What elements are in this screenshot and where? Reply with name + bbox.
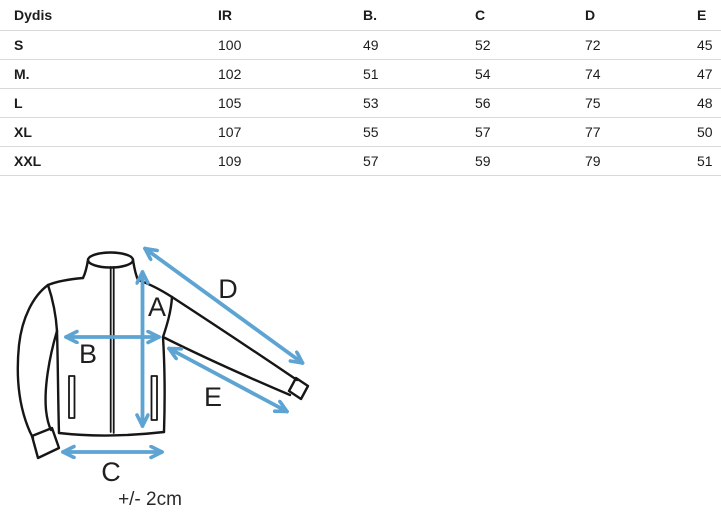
left-sleeve-outer xyxy=(18,285,48,438)
body-left-edge xyxy=(57,331,59,433)
column-header-ir: IR xyxy=(204,0,349,30)
measurement-arrows xyxy=(63,248,303,452)
size-cell: S xyxy=(0,30,204,59)
measurement-cell: 102 xyxy=(204,59,349,88)
measurement-cell: 57 xyxy=(461,117,571,146)
jacket-diagram-svg xyxy=(0,176,721,518)
left-pocket-slit xyxy=(69,376,75,418)
left-cuff xyxy=(32,428,59,458)
measurement-cell: 105 xyxy=(204,88,349,117)
jacket-measurement-diagram xyxy=(0,176,721,518)
measurement-cell: 107 xyxy=(204,117,349,146)
column-header-b: B. xyxy=(349,0,461,30)
measurement-cell: 53 xyxy=(349,88,461,117)
jacket-outline xyxy=(18,252,308,458)
right-sleeve-top xyxy=(172,297,297,380)
table-row xyxy=(0,146,721,175)
measure-arrow-d xyxy=(145,248,303,363)
measurement-cell: 52 xyxy=(461,30,571,59)
left-shoulder xyxy=(48,278,83,285)
measure-label-c: C xyxy=(101,456,121,487)
measure-label-b: B xyxy=(78,338,98,369)
measurement-cell: 47 xyxy=(683,59,721,88)
left-armhole-seam xyxy=(48,285,57,331)
measurement-cell: 51 xyxy=(683,146,721,175)
measurement-cell: 79 xyxy=(571,146,683,175)
column-header-size: Dydis xyxy=(0,0,204,30)
right-sleeve-bottom xyxy=(163,337,290,395)
measurement-cell: 54 xyxy=(461,59,571,88)
measurement-cell: 51 xyxy=(349,59,461,88)
size-table xyxy=(0,0,721,176)
measure-label-e: E xyxy=(203,381,223,412)
table-row xyxy=(0,117,721,146)
measurement-cell: 77 xyxy=(571,117,683,146)
measurement-cell: 75 xyxy=(571,88,683,117)
size-cell: M. xyxy=(0,59,204,88)
column-header-d: D xyxy=(571,0,683,30)
column-header-c: C xyxy=(461,0,571,30)
measurement-cell: 48 xyxy=(683,88,721,117)
measure-arrow-e xyxy=(169,348,287,411)
table-row xyxy=(0,30,721,59)
measurement-cell: 59 xyxy=(461,146,571,175)
table-row xyxy=(0,88,721,117)
collar-right-edge xyxy=(133,260,138,280)
collar-left-edge xyxy=(83,260,88,278)
measurement-cell: 49 xyxy=(349,30,461,59)
measurement-cell: 57 xyxy=(349,146,461,175)
measurement-cell: 74 xyxy=(571,59,683,88)
body-right-edge xyxy=(163,337,165,432)
left-sleeve-inner xyxy=(46,331,57,430)
size-cell: XXL xyxy=(0,146,204,175)
collar-opening xyxy=(88,252,133,267)
measurement-cell: 109 xyxy=(204,146,349,175)
column-header-e: E xyxy=(683,0,721,30)
measure-label-a: A xyxy=(147,291,167,322)
measurement-cell: 45 xyxy=(683,30,721,59)
table-header-row xyxy=(0,0,721,30)
right-cuff xyxy=(289,378,308,399)
table-row xyxy=(0,59,721,88)
measurement-cell: 100 xyxy=(204,30,349,59)
measure-label-d: D xyxy=(218,273,238,304)
body-hem xyxy=(59,432,164,436)
measurement-cell: 55 xyxy=(349,117,461,146)
size-cell: L xyxy=(0,88,204,117)
size-cell: XL xyxy=(0,117,204,146)
tolerance-note: +/- 2cm xyxy=(118,488,182,510)
right-pocket-slit xyxy=(152,376,158,420)
measurement-cell: 56 xyxy=(461,88,571,117)
measurement-cell: 50 xyxy=(683,117,721,146)
measurement-cell: 72 xyxy=(571,30,683,59)
